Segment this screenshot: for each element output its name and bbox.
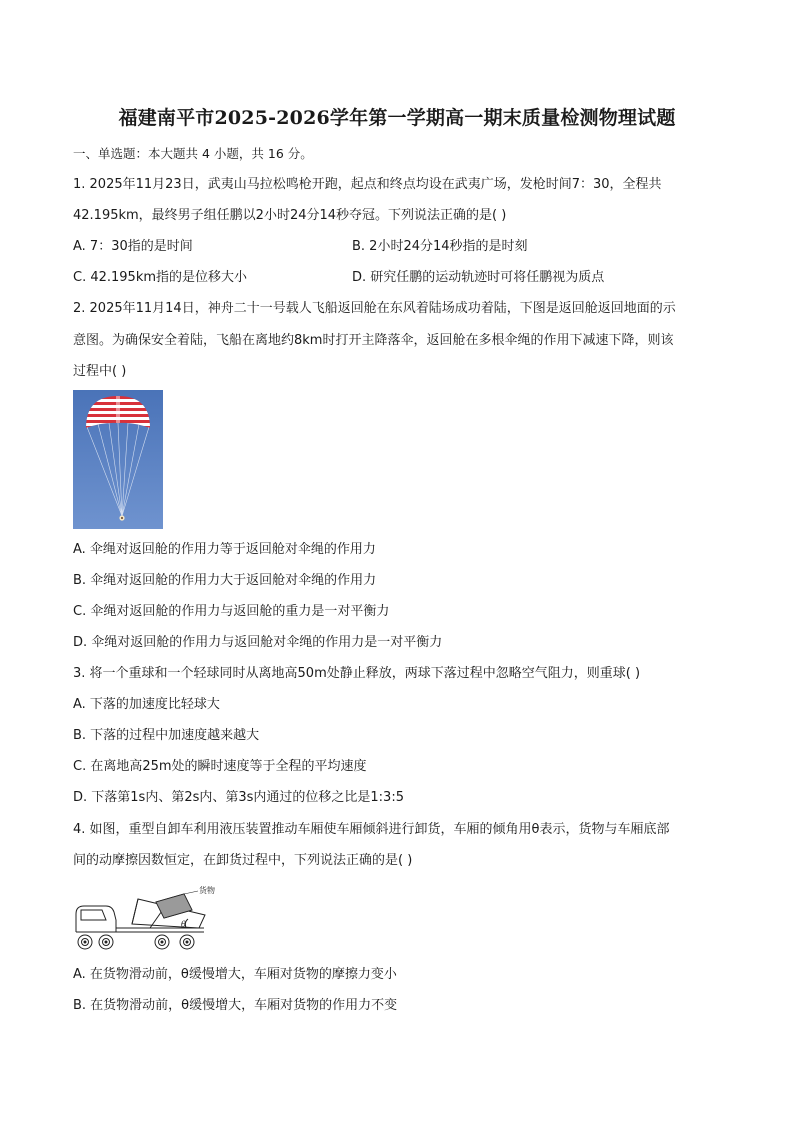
q3-option-c: C. 在离地高25m处的瞬时速度等于全程的平均速度 xyxy=(73,759,367,774)
q3-option-a: A. 下落的加速度比轻球大 xyxy=(73,697,220,712)
q1-stem-line1: 1. 2025年11月23日，武夷山马拉松鸣枪开跑，起点和终点均设在武夷广场，发枪时间7：30，全程共 xyxy=(73,177,662,192)
q4-stem-line2: 间的动摩擦因数恒定，在卸货过程中，下列说法正确的是( ) xyxy=(73,853,413,868)
q1-option-b: B. 2小时24分14秒指的是时刻 xyxy=(352,239,528,254)
angle-label: θ xyxy=(181,920,186,929)
page-title: 福建南平市2025-2026学年第一学期高一期末质量检测物理试题 xyxy=(118,107,676,129)
q2-stem-line2: 意图。为确保安全着陆，飞船在离地约8km时打开主降落伞，返回舱在多根伞绳的作用下减速下降，则该 xyxy=(73,333,674,348)
cargo-label: 货物 xyxy=(199,886,215,895)
q1-option-a: A. 7：30指的是时间 xyxy=(73,239,193,254)
q1-stem-line2: 42.195km，最终男子组任鹏以2小时24分14秒夺冠。下列说法正确的是( ) xyxy=(73,208,507,223)
q2-stem-line1: 2. 2025年11月14日，神舟二十一号载人飞船返回舱在东风着陆场成功着陆，下图是返回舱返回地面的示 xyxy=(73,301,676,316)
dump-truck-diagram xyxy=(72,882,215,952)
q4-option-b: B. 在货物滑动前，θ缓慢增大，车厢对货物的作用力不变 xyxy=(73,998,398,1013)
parachute-photo xyxy=(73,390,163,529)
q4-option-a: A. 在货物滑动前，θ缓慢增大，车厢对货物的摩擦力变小 xyxy=(73,967,397,982)
q2-option-a: A. 伞绳对返回舱的作用力等于返回舱对伞绳的作用力 xyxy=(73,542,376,557)
section-heading: 一、单选题：本大题共 4 小题，共 16 分。 xyxy=(73,146,313,161)
q2-option-c: C. 伞绳对返回舱的作用力与返回舱的重力是一对平衡力 xyxy=(73,604,390,619)
q1-option-c: C. 42.195km指的是位移大小 xyxy=(73,270,248,285)
q2-option-b: B. 伞绳对返回舱的作用力大于返回舱对伞绳的作用力 xyxy=(73,573,377,588)
q1-option-d: D. 研究任鹏的运动轨迹时可将任鹏视为质点 xyxy=(352,270,605,285)
q4-stem-line1: 4. 如图，重型自卸车利用液压装置推动车厢使车厢倾斜进行卸货，车厢的倾角用θ表示，货物与车厢底部 xyxy=(73,822,670,837)
q2-stem-line3: 过程中( ) xyxy=(73,364,127,379)
q3-option-d: D. 下落第1s内、第2s内、第3s内通过的位移之比是1:3:5 xyxy=(73,790,404,805)
q3-option-b: B. 下落的过程中加速度越来越大 xyxy=(73,728,260,743)
q2-option-d: D. 伞绳对返回舱的作用力与返回舱对伞绳的作用力是一对平衡力 xyxy=(73,635,443,650)
q3-stem: 3. 将一个重球和一个轻球同时从离地高50m处静止释放，两球下落过程中忽略空气阻力，则重球( ) xyxy=(73,666,641,681)
